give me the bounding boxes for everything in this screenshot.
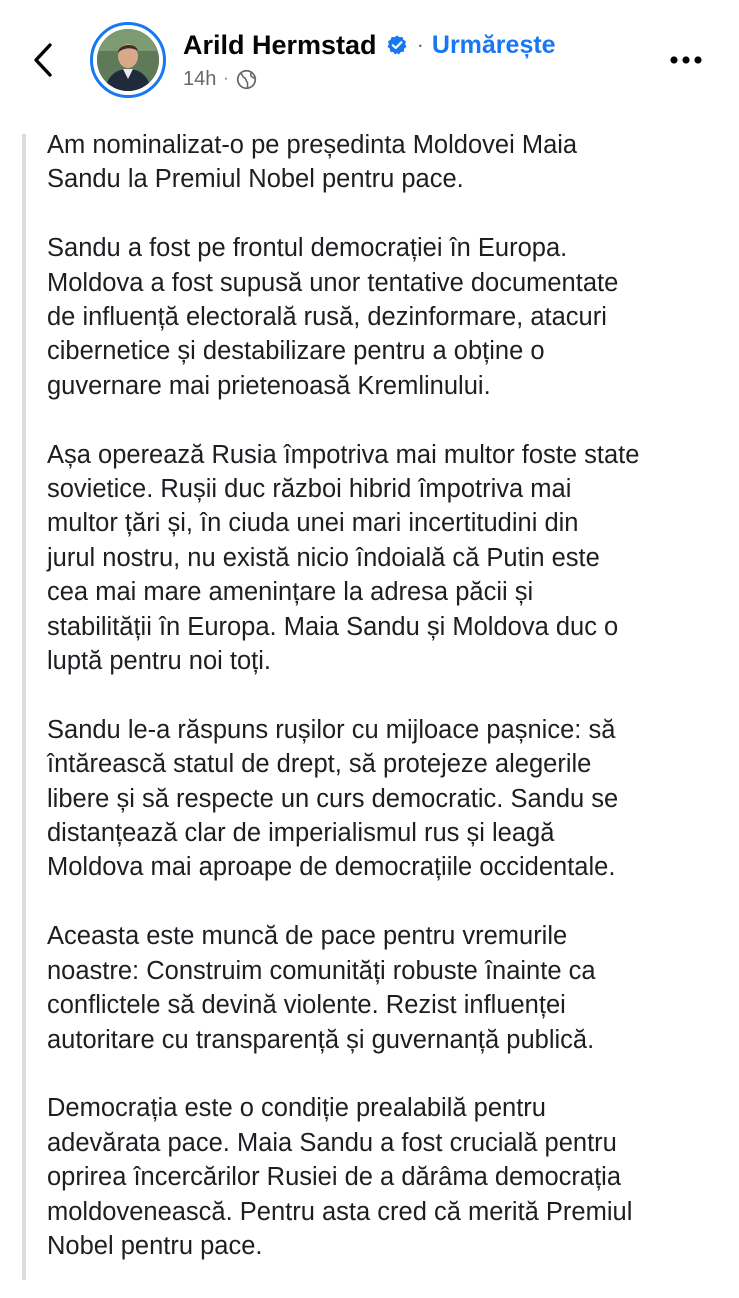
post-paragraph: Aceasta este muncă de pace pentru vremurile noastre: Construim comunități robuste înainte ca conflictele să devină violente. Rezist influenței autoritare cu transparență și guvernanță publică. <box>47 922 596 1054</box>
more-horizontal-icon <box>662 44 710 76</box>
post-timestamp[interactable]: 14h <box>183 67 217 90</box>
back-button[interactable] <box>28 40 60 80</box>
post-paragraph: Sandu le-a răspuns rușilor cu mijloace pașnice: să întărească statul de drept, să protejeze alegerile libere și să respecte un curs democratic. Sandu se distanțează clar de imperialismul rus și leagă Moldova mai aproape de democrațiile occidentale. <box>47 715 619 882</box>
post-paragraph: Am nominalizat-o pe președinta Moldovei Maia Sandu la Premiul Nobel pentru pace. <box>47 131 578 194</box>
verified-badge-icon <box>386 34 408 56</box>
separator-dot: · <box>416 32 424 57</box>
meta-separator-dot: · <box>223 70 229 87</box>
chevron-left-icon <box>28 40 60 80</box>
more-options-button[interactable] <box>662 44 710 76</box>
post-body <box>47 128 725 1298</box>
avatar-photo <box>97 29 159 91</box>
post-paragraph: Așa operează Rusia împotriva mai multor foste state sovietice. Rușii duc război hibrid împotriva mai multor țări și, în ciuda unei mari incertitudini din jurul nostru, nu există nicio îndoială că Putin este cea mai mare amenințare la adresa păcii și stabilității în Europa. Maia Sandu și Moldova duc o luptă pentru noi toți. <box>47 440 640 676</box>
post-paragraph: Democrația este o condiție prealabilă pentru adevărata pace. Maia Sandu a fost crucială pentru oprirea încercărilor Rusiei de a dărâma democrația moldovenească. Pentru asta cred că merită Premiul Nobel pentru pace. <box>47 1094 633 1260</box>
post-meta <box>183 66 257 92</box>
author-name[interactable]: Arild Hermstad <box>183 29 377 60</box>
quote-rule <box>22 134 26 1280</box>
globe-icon <box>236 69 257 90</box>
post-paragraph: Sandu a fost pe frontul democrației în Europa. Moldova a fost supusă unor tentative documentate de influență electorală rusă, dezinformare, atacuri cibernetice și destabilizare pentru a obține o guvernare mai prietenoasă Kremlinului. <box>47 234 619 400</box>
post-header <box>0 0 739 120</box>
follow-button[interactable]: Urmărește <box>431 30 556 59</box>
avatar[interactable] <box>90 22 166 98</box>
author-row <box>183 26 556 64</box>
